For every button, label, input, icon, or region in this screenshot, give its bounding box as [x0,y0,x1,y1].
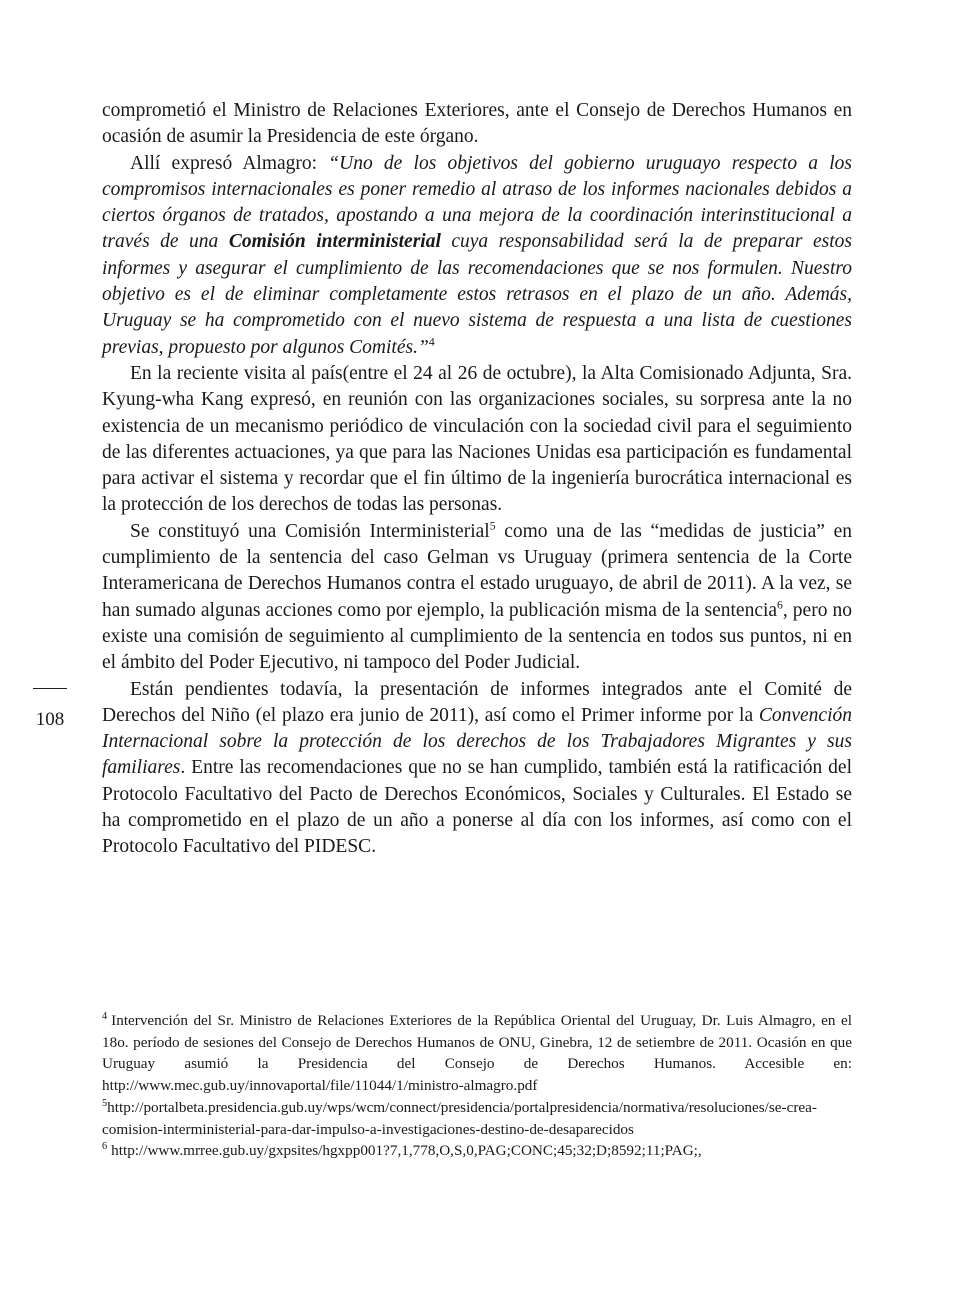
page-number-rule [33,688,67,689]
paragraph-4 [102,519,852,677]
paragraph-1-text: comprometió el Ministro de Relaciones Exteriores, ante el Consejo de Derechos Humanos en ocasión de asumir la Presidencia de este órgano. [102,100,852,148]
almagro-quote [102,153,852,358]
footnote-6-link[interactable]: http://www.mrree.gub.uy/gxpsites/hgxpp001?7,1,778,O,S,0,PAG;CONC;45;32;D;8592;11;PAG;, [111,1142,702,1160]
paragraph-5-part-a: Están pendientes todavía, la presentación de informes integrados ante el Comité de Derechos del Niño (el plazo era junio de 2011), así como el Primer informe por la [102,678,852,726]
paragraph-4-part-c: , pero no existe una comisión de seguimiento al cumplimiento de la sentencia en todos sus puntos, ni en el ámbito del Poder Ejecutivo, ni tampoco del Poder Judicial. [102,599,852,674]
quote-part-b: cuya responsabilidad será la de preparar estos informes y asegurar el cumplimiento de las recomendaciones que se nos formulen. Nuestro objetivo es el de eliminar completamente estos retrasos en el plazo de un año. Además, Uruguay se ha comprometido con el nuevo sistema de respuesta a una lista de cuestiones previas, propuesto por algunos Comités.” [102,231,852,358]
paragraph-3-text: En la reciente visita al país(entre el 24 al 26 de octubre), la Alta Comisionado Adjunta, Sra. Kyung-wha Kang expresó, en reunión con las organizaciones sociales, su sorpresa ante la no existencia de un mecanismo periódico de vinculación con la sociedad civil para el seguimiento de las diferentes actuaciones, ya que para las Naciones Unidas esa participación es fundamental para activar el sistema y recordar que el fin último de la ingeniería burocrática internacional es la protección de los derechos de todas las personas. [102,362,852,516]
paragraph-4-part-a: Se constituyó una Comisión Interministerial [130,520,490,542]
footnote-5 [102,1097,852,1140]
paragraph-1 [102,98,852,151]
paragraph-3 [102,361,852,519]
footnote-5-link[interactable]: http://portalbeta.presidencia.gub.uy/wps/wcm/connect/presidencia/portalpresidencia/normativa/resoluciones/se-crea-comision-interministerial-para-dar-impulso-a-investigaciones-destino-de-desaparecidos [102,1098,817,1138]
quote-part-a: “Uno de los objetivos del gobierno uruguayo respecto a los compromisos internacionales es poner remedio al atraso de los informes nacionales debidos a ciertos órganos de tratados, apostando a una mejora de la coordinación interinstitucional a través de una [102,152,853,253]
paragraph-5 [102,677,852,861]
page-number: 108 [35,709,65,730]
paragraph-2-lead: Allí expresó Almagro: [130,152,329,174]
footnote-ref-4[interactable]: 4 [428,335,435,349]
footnote-6-mark: 6 [102,1141,108,1153]
footnote-5-mark: 5 [102,1097,108,1109]
footnote-ref-5[interactable]: 5 [489,519,496,533]
paragraph-4-part-b: como una de las “medidas de justicia” en cumplimiento de la sentencia del caso Gelman vs Uruguay (primera sentencia de la Corte Interamericana de Derechos Humanos contra el estado uruguayo, de abril de 2011). A la vez, se han sumado algunas acciones como por ejemplo, la publicación misma de la sentencia [102,520,852,621]
footnote-4 [102,1010,852,1097]
convention-title: Convención Internacional sobre la protección de los derechos de los Trabajadores Migrantes y sus familiares [102,704,852,779]
paragraph-2 [102,151,852,361]
quote-bold-term: Comisión interministerial [228,231,441,253]
footnote-ref-6[interactable]: 6 [777,598,783,612]
paragraph-5-part-b: . Entre las recomendaciones que no se han cumplido, también está la ratificación del Protocolo Facultativo del Pacto de Derechos Económicos, Sociales y Culturales. El Estado se ha comprometido en el plazo de un año a ponerse al día con los informes, así como con el Protocolo Facultativo del PIDESC. [102,757,852,858]
footnotes [102,1010,852,1162]
body-text [102,98,852,861]
footnote-4-text: Intervención del Sr. Ministro de Relaciones Exteriores de la República Oriental del Uruguay, Dr. Luis Almagro, en el 18o. período de sesiones del Consejo de Derechos Humanos de ONU, Ginebra, 12 de setiembre de 2011. Ocasión en que Uruguay asumió la Presidencia del Consejo de Derechos Humanos. Accesible en: http://www.mec.gub.uy/innovaportal/file/11044/1/ministro-almagro.pdf [102,1012,852,1095]
footnote-4-mark: 4 [102,1010,108,1022]
footnote-6 [102,1140,852,1162]
